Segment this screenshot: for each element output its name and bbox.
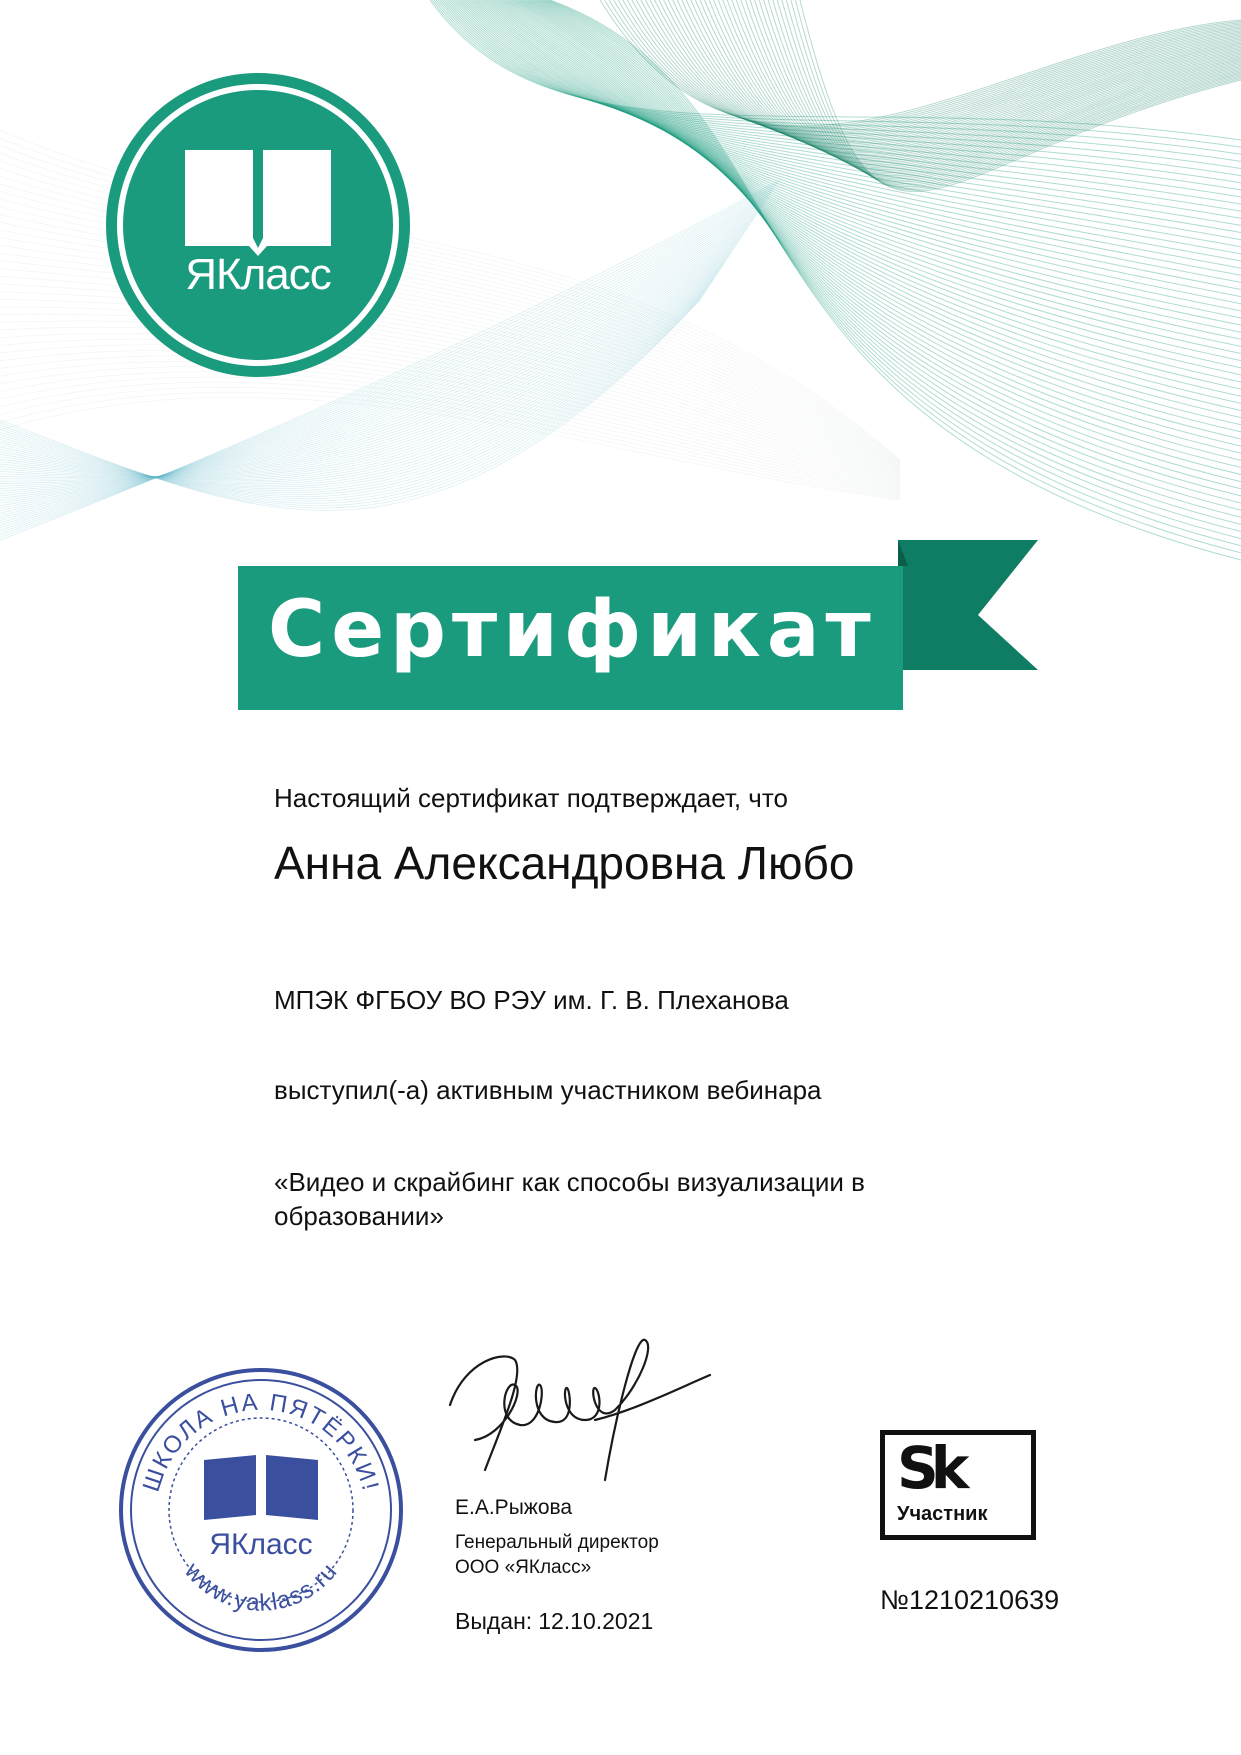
issued-date: 12.10.2021 (538, 1608, 654, 1634)
director-signature (445, 1330, 715, 1490)
sk-label: Участник (897, 1503, 988, 1525)
certificate-title: Сертификат (268, 585, 877, 675)
stamp-bottom-text: www.yaklass.ru (179, 1557, 343, 1617)
svg-text:www.yaklass.ru (178, 1557, 342, 1617)
organization: МПЭК ФГБОУ ВО РЭУ им. Г. В. Плеханова (274, 985, 789, 1015)
action-text: выступил(-а) активным участником вебинара (274, 1075, 822, 1105)
stamp-brand: ЯКласс (209, 1528, 313, 1561)
issued-date-line (455, 1608, 659, 1635)
intro-text: Настоящий сертификат подтверждает, что (274, 783, 788, 813)
issued-label: Выдан: (455, 1608, 533, 1634)
signatory-company: ООО «ЯКласс» (455, 1557, 592, 1578)
signatory-name: Е.А.Рыжова (455, 1496, 573, 1519)
certificate-number: №1210210639 (880, 1585, 1060, 1615)
school-stamp (116, 1365, 406, 1655)
signatory-position: Генеральный директор (455, 1532, 659, 1553)
sk-logo: Sk (897, 1434, 962, 1502)
stamp-top-text: ШКОЛА НА ПЯТЁРКИ! (137, 1388, 385, 1496)
yaklass-logo (103, 70, 413, 380)
recipient-name: Анна Александровна Любо (274, 837, 855, 889)
skolkovo-badge (880, 1430, 1036, 1540)
logo-brand: ЯКласс (185, 250, 331, 299)
webinar-title: «Видео и скрайбинг как способы визуализации в образовании» (274, 1167, 865, 1231)
stamp-book-icon (204, 1455, 318, 1520)
